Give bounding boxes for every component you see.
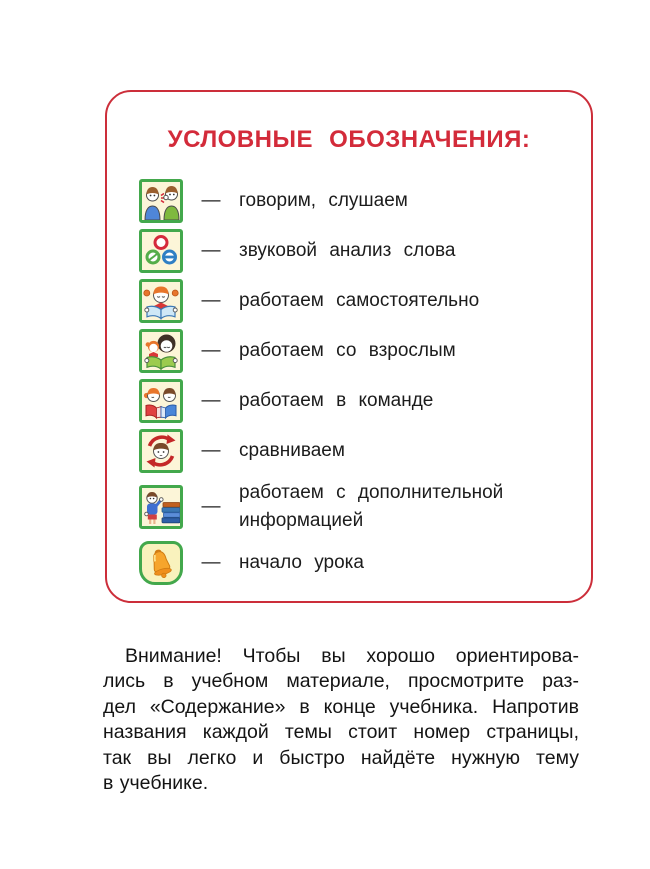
paragraph-line: Внимание! Чтобы вы хорошо ориентирова- bbox=[125, 645, 579, 667]
legend-item-work-in-team bbox=[139, 379, 581, 423]
legend-item-speaking-listening bbox=[139, 179, 581, 223]
legend-dash: — bbox=[201, 240, 221, 261]
paragraph-line: названия каждой темы стоит номер страницы, bbox=[103, 721, 579, 744]
legend-label: сравниваем bbox=[239, 440, 345, 461]
legend-label: работаем самостоятельно bbox=[239, 290, 480, 311]
legend-label: работаем в команде bbox=[239, 390, 434, 411]
work-independently-icon bbox=[139, 279, 183, 323]
legend-label: звуковой анализ слова bbox=[239, 240, 456, 261]
paragraph-line: дел «Содержание» в конце учебника. Напротив bbox=[103, 695, 579, 718]
legend-item-compare bbox=[139, 429, 581, 473]
legend-item-work-with-adult bbox=[139, 329, 581, 373]
legend-label: начало урока bbox=[239, 552, 364, 573]
legend-dash: — bbox=[201, 340, 221, 361]
speaking-listening-icon bbox=[139, 179, 183, 223]
legend-title: УСЛОВНЫЕ ОБОЗНАЧЕНИЯ: bbox=[167, 126, 531, 153]
legend-dash: — bbox=[201, 390, 221, 411]
compare-icon bbox=[139, 429, 183, 473]
legend-rows bbox=[139, 179, 581, 585]
legend-dash: — bbox=[201, 496, 221, 517]
lesson-start-icon bbox=[139, 541, 183, 585]
legend-dash: — bbox=[201, 290, 221, 311]
legend-label: говорим, слушаем bbox=[239, 190, 408, 211]
legend-label: работаем со взрослым bbox=[239, 340, 456, 361]
work-with-adult-icon bbox=[139, 329, 183, 373]
legend-dash: — bbox=[201, 440, 221, 461]
extra-information-icon bbox=[139, 485, 183, 529]
paragraph-line: лись в учебном материале, просмотрите раз- bbox=[103, 670, 579, 693]
legend-dash: — bbox=[201, 190, 221, 211]
legend-dash: — bbox=[201, 552, 221, 573]
legend-box bbox=[105, 90, 593, 603]
legend-item-work-independently bbox=[139, 279, 581, 323]
paragraph-line: в учебнике. bbox=[103, 772, 209, 795]
legend-item-sound-analysis bbox=[139, 229, 581, 273]
work-in-team-icon bbox=[139, 379, 183, 423]
sound-analysis-icon bbox=[139, 229, 183, 273]
attention-paragraph bbox=[103, 644, 579, 796]
paragraph-line: так вы легко и быстро найдёте нужную тему bbox=[103, 746, 579, 769]
legend-item-lesson-start bbox=[139, 541, 581, 585]
legend-item-extra-information bbox=[139, 479, 581, 535]
legend-label: работаем с дополнительной информацией bbox=[239, 482, 504, 531]
